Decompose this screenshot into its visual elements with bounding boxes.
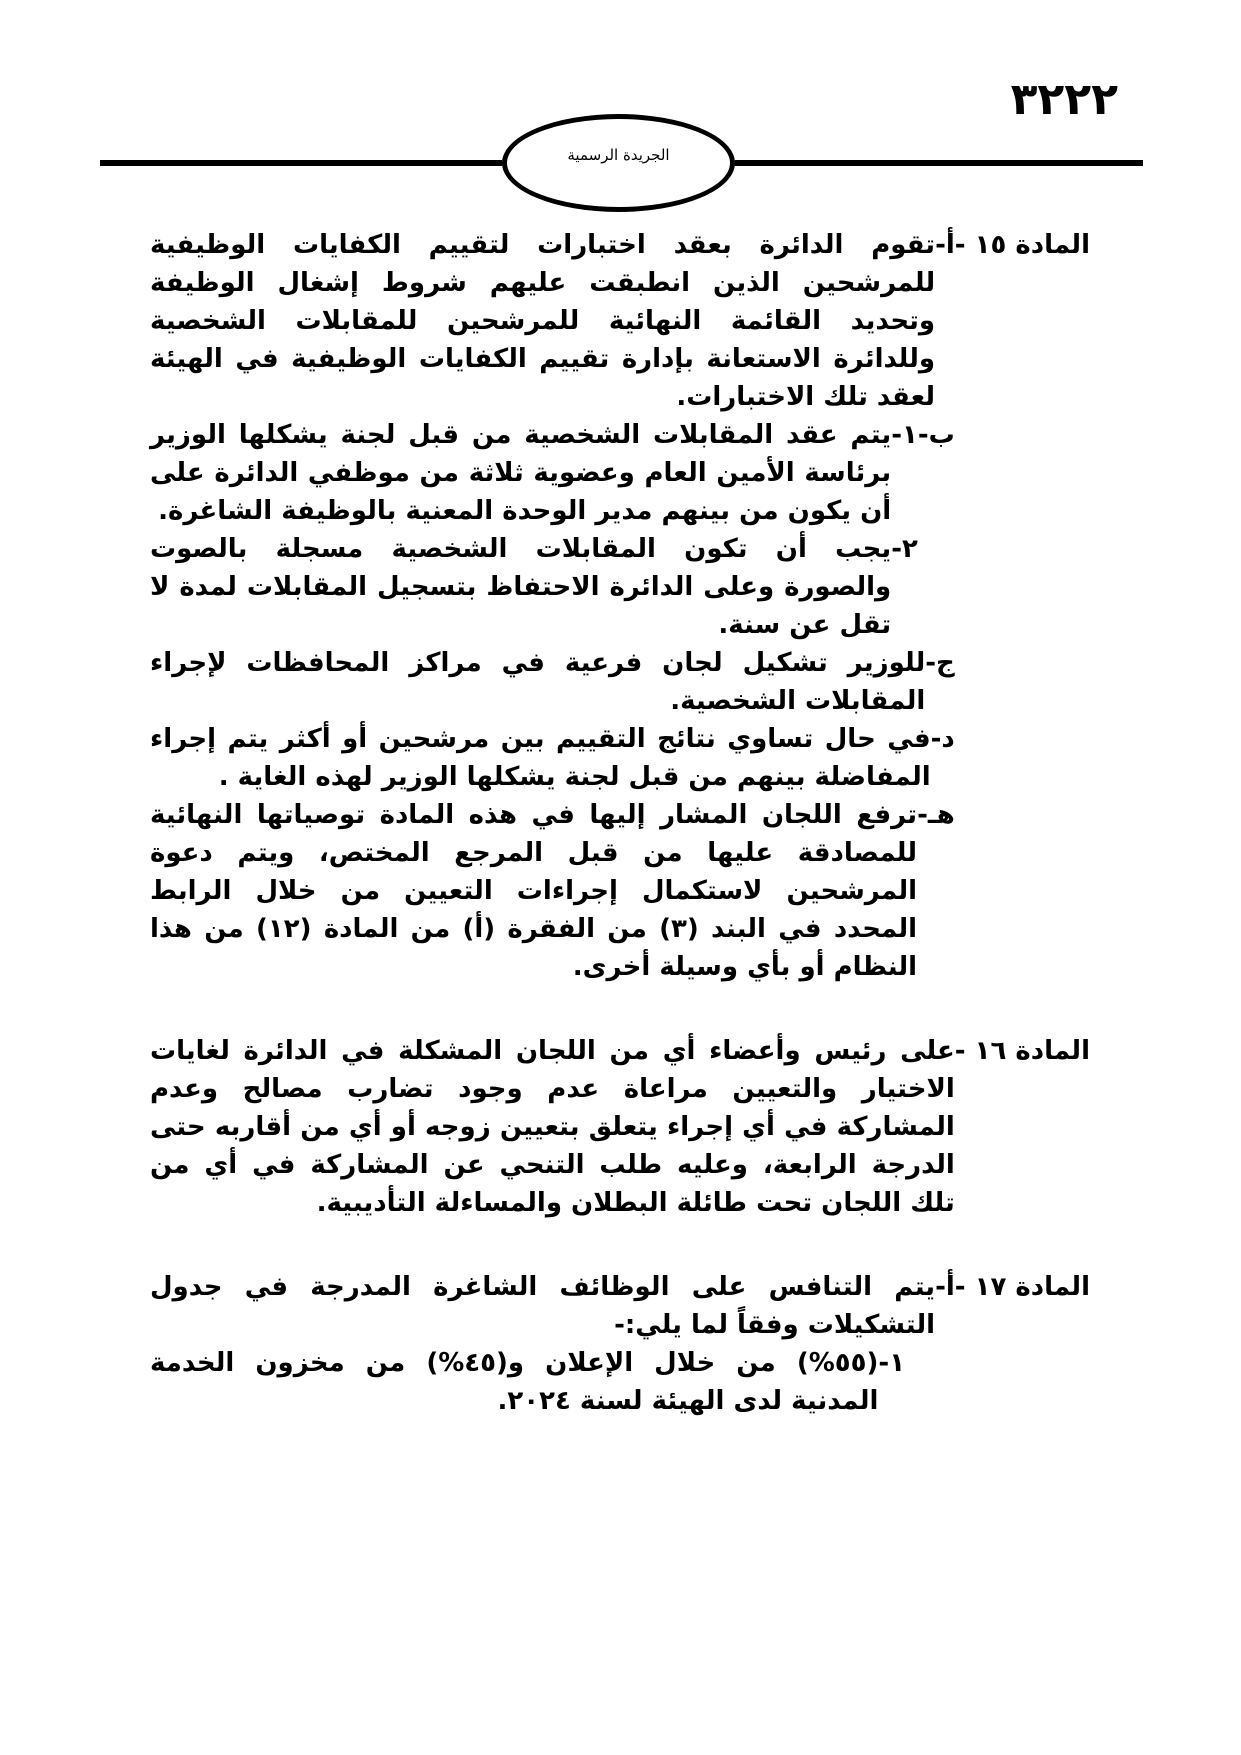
item-text: يتم التنافس على الوظائف الشاغرة المدرجة في جدول التشكيلات وفقاً لما يلي:-	[150, 1272, 936, 1340]
item-label: هـ-	[917, 800, 955, 830]
gazette-title: الجريدة الرسمية	[567, 146, 670, 164]
subitem-label: ٢-	[891, 534, 918, 564]
article-content	[150, 1032, 955, 1222]
article-content	[150, 226, 955, 986]
item-text: في حال تساوي نتائج التقييم بين مرشحين أو أكثر يتم إجراء المفاضلة بينهم من قبل لجنة يشكلها الوزير لهذه الغاية .	[150, 724, 931, 792]
item-label: د-	[930, 724, 955, 754]
item-body	[150, 720, 931, 796]
item-text: على رئيس وأعضاء أي من اللجان المشكلة في الدائرة لغايات الاختيار والتعيين مراعاة عدم وجود تضارب مصالح وعدم المشاركة في أي إجراء يتعلق بتعيين زوجه أو أي من أقاربه حتى الدرجة الرابعة، وعليه طلب التنحي عن المشاركة في أي من تلك اللجان تحت طائلة البطلان والمساءلة التأديبية.	[150, 1036, 955, 1218]
article-content	[150, 1268, 955, 1420]
subitem-text: يتم عقد المقابلات الشخصية من قبل لجنة يشكلها الوزير برئاسة الأمين العام وعضوية ثلاثة من موظفي الدائرة على أن يكون من بينهم مدير الوحدة المعنية بالوظيفة الشاغرة.	[150, 420, 892, 526]
item-body	[150, 416, 918, 644]
article	[150, 226, 1090, 986]
subitem	[150, 1344, 905, 1420]
subitem	[150, 530, 918, 644]
header-rule-right	[735, 160, 1143, 166]
item-text: ترفع اللجان المشار إليها في هذه المادة توصياتها النهائية للمصادقة عليها من قبل المرجع المختص، ويتم دعوة المرشحين لاستكمال إجراءات التعيين من خلال الرابط المحدد في البند (٣) من الفقرة (أ) من المادة (١٢) من هذا النظام أو بأي وسيلة أخرى.	[150, 800, 918, 982]
header-rule-left	[100, 160, 502, 166]
subitem-text: (٥٥%) من خلال الإعلان و(٤٥%) من مخزون الخدمة المدنية لدى الهيئة لسنة ٢٠٢٤.	[150, 1348, 879, 1416]
subitem-list	[150, 416, 918, 644]
item-body	[150, 226, 935, 416]
article-item	[150, 644, 955, 720]
item-body	[150, 644, 925, 720]
article-item	[150, 226, 955, 416]
subitem-label: ١-	[891, 420, 918, 450]
article	[150, 1032, 1090, 1222]
subitem-text: يجب أن تكون المقابلات الشخصية مسجلة بالصوت والصورة وعلى الدائرة الاحتفاظ بتسجيل المقابلات لمدة لا تقل عن سنة.	[150, 534, 892, 640]
subitem-list	[150, 1344, 935, 1420]
item-label: ج-	[925, 648, 955, 678]
item-body	[150, 1032, 955, 1222]
subitem-label: ١-	[878, 1348, 906, 1378]
article-item	[150, 796, 955, 986]
page-number: ٣٢٢٢	[1010, 74, 1118, 125]
gazette-header-oval	[502, 114, 735, 212]
body-text	[150, 226, 1090, 1420]
article	[150, 1268, 1090, 1420]
item-label: أ-	[935, 1272, 955, 1302]
item-text: للوزير تشكيل لجان فرعية في مراكز المحافظات لإجراء المقابلات الشخصية.	[150, 648, 926, 716]
subitem	[150, 416, 918, 530]
item-body	[150, 796, 917, 986]
article-item	[150, 720, 955, 796]
item-body	[150, 1268, 935, 1420]
article-item	[150, 416, 955, 644]
item-label: ب-	[917, 420, 955, 450]
article-label: المادة ١٦ -	[954, 1036, 1090, 1066]
article-item	[150, 1032, 955, 1222]
article-label: المادة ١٥ -	[954, 230, 1090, 260]
item-text: تقوم الدائرة بعقد اختبارات لتقييم الكفايات الوظيفية للمرشحين الذين انطبقت عليهم شروط إشغال الوظيفة وتحديد القائمة النهائية للمرشحين للمقابلات الشخصية وللدائرة الاستعانة بإدارة تقييم الكفايات الوظيفية في الهيئة لعقد تلك الاختبارات.	[150, 230, 936, 412]
article-label: المادة ١٧ -	[954, 1272, 1090, 1302]
article-item	[150, 1268, 955, 1420]
item-label: أ-	[935, 230, 955, 260]
